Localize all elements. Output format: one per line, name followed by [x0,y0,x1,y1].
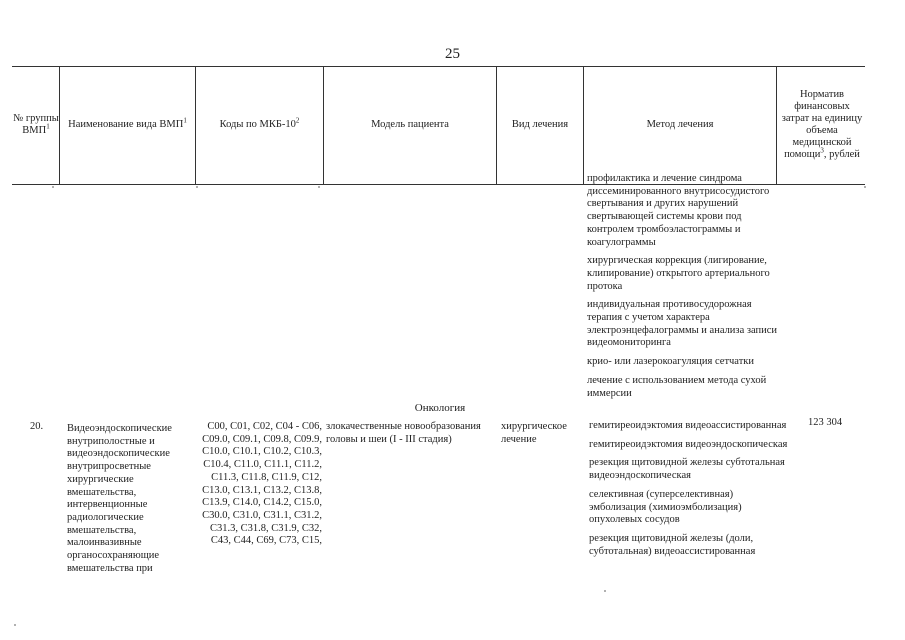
method-item: гемитиреоидэктомия видеоассистированная [589,420,787,431]
vmp-name-cell: Видеоэндоскопические внутриполостные и видеоэндоскопические внутрипросветные хирургические вмешательства, интервенционные радиологические вмешательства, малоинвазивные органосохраняющие вмешательства при [67,423,172,574]
header-icd-codes [196,66,323,184]
header-cost-norm [780,66,864,184]
scan-speckle [52,186,54,188]
scan-speckle [864,186,866,188]
footnote-mark: 2 [295,116,300,125]
footnote-mark: 1 [46,122,50,131]
treatment-methods-list [589,420,789,564]
header-group-number [13,66,59,184]
header-column-divider [776,66,777,184]
row-number: 20. [30,421,44,432]
method-item: индивидуальная противосудорожная терапия с учетом характера электроэнцефалограммы и анализа записи видеомониторинга [587,299,778,349]
header-cost-norm-unit: , рублей [823,149,860,160]
header-treatment-type [497,66,583,184]
footnote-mark: 3 [820,146,824,155]
header-treatment-type-text: Вид лечения [511,119,569,130]
header-vmp-name-text: Наименование вида ВМП [68,119,184,130]
scan-speckle [196,186,198,188]
continued-methods-list [587,173,785,406]
scan-speckle [14,624,16,626]
method-item: хирургическая коррекция (лигирование, клипирование) открытого артериального протока [587,255,770,292]
method-item: резекция щитовидной железы (доли, субтотальная) видеоассистированная [589,532,756,557]
header-patient-model-text: Модель пациента [371,119,449,130]
method-item: профилактика и лечение синдрома диссеминированного внутрисосудистого свертывания и других нарушений свертывающей системы крови под контролем тромбоэластограммы и коагулограммы [587,173,770,248]
page-number: 25 [445,46,460,62]
scan-speckle [604,590,606,592]
cost-cell: 123 304 [808,417,843,428]
section-title: Онкология [414,402,466,414]
method-item: гемитиреоидэктомия видеоэндоскопическая [589,438,788,450]
scan-speckle [318,186,320,188]
header-treatment-method [584,66,776,184]
treatment-type-cell: хирургическое лечение [501,421,567,445]
header-icd-codes-text: Коды по МКБ-10 [219,119,296,130]
footnote-mark: 1 [183,116,187,125]
header-patient-model [324,66,496,184]
method-item: селективная (суперселективная) эмболизация (химиоэмболизация) опухолевых сосудов [589,488,742,526]
header-treatment-method-text: Метод лечения [646,119,714,130]
method-item: резекция щитовидной железы субтотальная видеоэндоскопическая [589,457,785,482]
header-cost-norm-text: Норматив финансовых затрат на единицу объема медицинской помощи [781,89,863,160]
header-group-number-text: № группы ВМП [13,113,59,136]
header-vmp-name [60,66,195,184]
method-item: крио- или лазерокоагуляция сетчатки [587,356,755,368]
icd-codes-cell: C00, C01, C02, C04 - C06, C09.0, C09.1, C09.8, C09.9, C10.0, C10.1, C10.2, C10.3, C10.4, C11.0, C11.1, C11.2, C11.3, C11.8, C11.9, C12, C13.0, C13.1, C13.2, C13.8, C13.9, C14.0, C14.2, C15.0, C30.0, C31.0, C31.1, C31.2, C31.3, C31.8, C31.9, C32, C43, C44, C69, C73, C15, [202,421,322,547]
patient-model-cell: злокачественные новообразования головы и шеи (I - III стадия) [326,421,481,445]
method-item: лечение с использованием метода сухой иммерсии [587,374,767,399]
